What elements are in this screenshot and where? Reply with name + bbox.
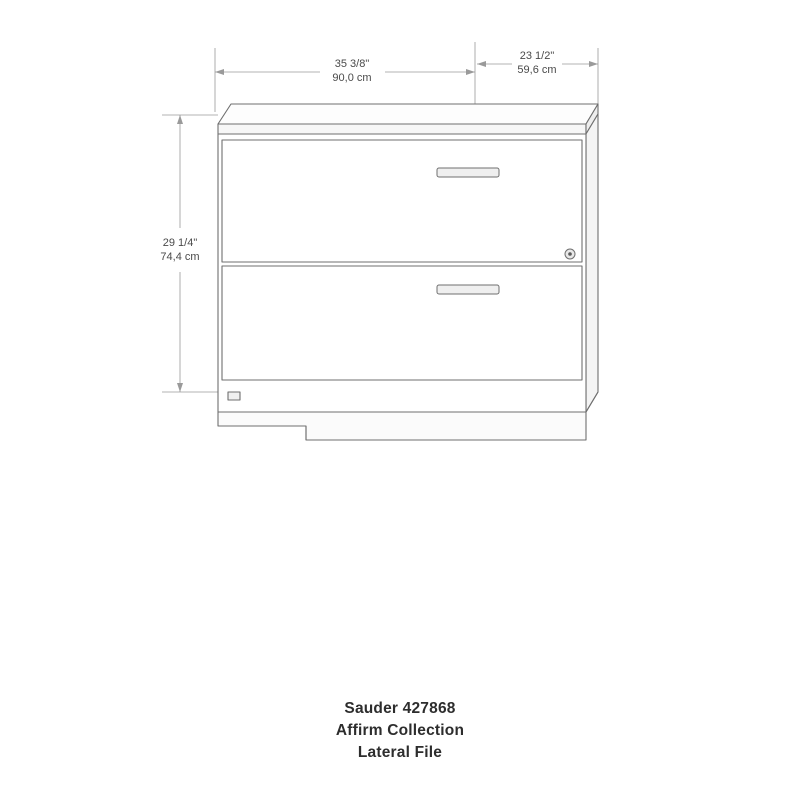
cabinet-body-group: [218, 104, 598, 440]
depth-imperial-label: 23 1/2": [519, 50, 555, 62]
height-arrow-top: [177, 115, 183, 124]
depth-arrow-left: [477, 61, 486, 67]
height-metric-label: 74,4 cm: [160, 251, 200, 263]
cabinet-top-surface: [218, 104, 598, 124]
width-arrow-right: [466, 69, 475, 75]
drawer-lock[interactable]: [565, 249, 575, 259]
height-arrow-bottom: [177, 383, 183, 392]
product-caption: [0, 698, 800, 764]
caption-type: Lateral File: [357, 744, 443, 761]
width-arrow-left: [215, 69, 224, 75]
caption-collection: Affirm Collection: [335, 722, 465, 739]
height-imperial-label: 29 1/4": [162, 237, 198, 249]
cabinet-side-right: [586, 114, 598, 412]
width-metric-label: 90,0 cm: [332, 72, 372, 84]
lower-drawer-handle[interactable]: [437, 285, 499, 294]
upper-drawer-handle[interactable]: [437, 168, 499, 177]
cabinet-top-edge-front: [218, 124, 586, 134]
lower-drawer[interactable]: [222, 266, 582, 380]
cabinet-foot: [228, 392, 240, 400]
width-imperial-label: 35 3/8": [334, 58, 370, 70]
lock-keyhole-icon: [568, 252, 572, 256]
depth-arrow-right: [589, 61, 598, 67]
depth-metric-label: 59,6 cm: [517, 64, 557, 76]
caption-brand-model: Sauder 427868: [344, 700, 456, 717]
upper-drawer[interactable]: [222, 140, 582, 262]
